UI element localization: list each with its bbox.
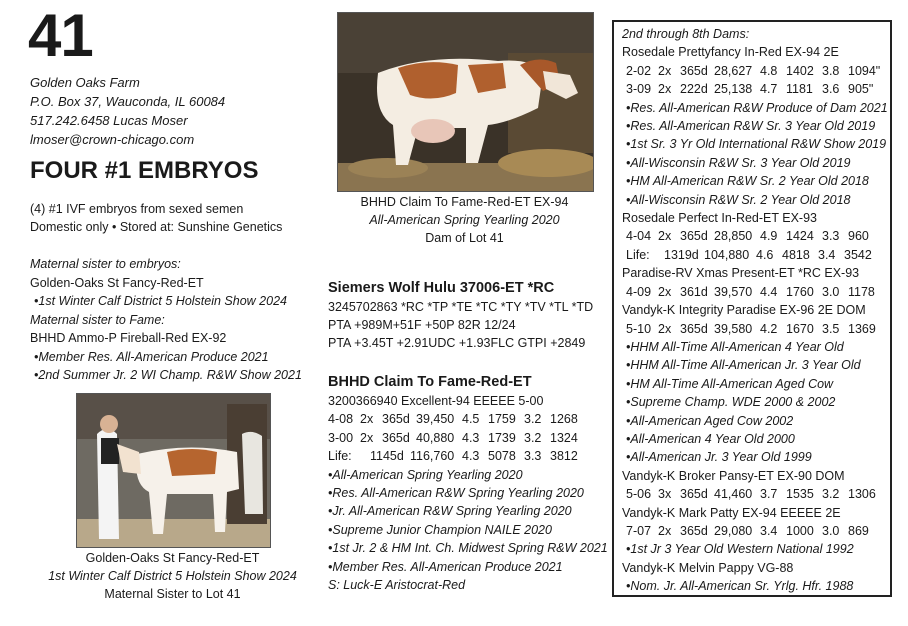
pedigree-record [622,320,890,338]
pedigree-dam-name: Rosedale Prettyfancy In-Red EX-94 2E [622,45,839,60]
rec-days: 365d [382,412,410,427]
rec-days: 365d [680,63,708,78]
rec-milkings: 2x [658,321,672,336]
sister-notes [30,255,302,385]
life-label: Life: [328,449,352,464]
maternal-sister-label: Maternal sister to embryos: [30,257,181,271]
rec-protein-pct: 3.2 [524,430,542,445]
lot-headline: FOUR #1 EMBRYOS [30,157,259,184]
rec-protein: 1324 [550,430,578,445]
rec-days: 365d [680,229,708,244]
rec-days: 361d [680,284,708,299]
rec-fat: 1760 [786,284,814,299]
rec-age: 4-08 [328,412,354,427]
rec-milkings: 2x [360,430,374,445]
life-milk: 104,880 [704,247,750,262]
rec-milkings: 2x [658,523,672,538]
rec-protein-pct: 3.3 [822,229,840,244]
pedigree-award: •All-American Jr. 3 Year Old 1999 [626,450,812,465]
pedigree-dam-name: Vandyk-K Mark Patty EX-94 EEEEE 2E [622,505,841,520]
dam-sire-line: S: Luck-E Aristocrat-Red [328,578,466,593]
rec-protein: 1369 [848,321,876,336]
fame-sister-label: Maternal sister to Fame: [30,312,165,327]
pedigree-award: •Supreme Champ. WDE 2000 & 2002 [626,395,836,410]
rec-protein-pct: 3.0 [822,523,840,538]
rec-protein-pct: 3.5 [822,321,840,336]
pedigree-dam-name: Vandyk-K Integrity Paradise EX-96 2E DOM [622,303,866,318]
rec-protein: 1178 [848,284,875,299]
consignor-address: P.O. Box 37, Wauconda, IL 60084 [30,94,226,109]
life-fat-pct: 4.6 [756,247,774,262]
rec-days: 365d [680,487,708,502]
pedigree-award: •1st Jr 3 Year Old Western National 1992 [626,542,854,557]
offer-details [30,200,282,236]
sister-photo-note: Maternal Sister to Lot 41 [104,587,241,601]
dam-photo-note: Dam of Lot 41 [425,231,504,245]
rec-age: 4-09 [626,284,652,299]
life-protein-pct: 3.3 [524,449,542,464]
pedigree-record [622,80,890,98]
rec-milk: 28,850 [714,229,753,244]
fame-sister-name: BHHD Ammo-P Fireball-Red EX-92 [30,331,227,345]
pedigree-award: •Res. All-American R&W Sr. 3 Year Old 2019 [626,119,876,134]
maternal-sister-award: •1st Winter Calf District 5 Holstein Show 2024 [34,294,287,308]
sire-block [328,278,610,352]
dam-life-record [328,447,610,465]
pedigree-record [622,522,890,540]
dam-award: •Res. All-American R&W Spring Yearling 2020 [328,486,584,501]
pedigree-award: •1st Sr. 3 Yr Old International R&W Show 2019 [626,137,887,152]
rec-protein: 905" [848,82,874,97]
rec-age: 7-07 [626,523,652,538]
rec-fat: 1759 [488,412,516,427]
rec-protein: 869 [848,523,869,538]
cow-photo-icon [338,13,593,191]
rec-protein: 1094" [848,63,881,78]
rec-age: 3-00 [328,430,354,445]
pedigree-title: 2nd through 8th Dams: [622,27,750,41]
sire-line-3: PTA +3.45T +2.91UDC +1.93FLC GTPI +2849 [328,336,586,350]
dam-award: •Member Res. All-American Produce 2021 [328,559,563,574]
rec-milk: 39,450 [416,412,455,427]
dam-photo-caption [337,193,592,247]
rec-fat-pct: 4.3 [462,430,480,445]
dam-award: •Supreme Junior Champion NAILE 2020 [328,522,552,537]
consignor-phone: 517.242.6458 Lucas Moser [30,113,188,128]
life-fat-pct: 4.3 [462,449,480,464]
rec-protein-pct: 3.2 [822,487,840,502]
rec-fat: 1000 [786,523,814,538]
rec-protein: 960 [848,229,869,244]
life-fat: 5078 [488,449,516,464]
life-label: Life: [626,247,650,262]
rec-days: 365d [680,523,708,538]
rec-milkings: 2x [658,284,672,299]
sister-photo [76,393,271,548]
rec-fat: 1535 [786,487,814,502]
rec-fat: 1424 [786,229,814,244]
dam-award: •1st Jr. 2 & HM Int. Ch. Midwest Spring R&W 2021 [328,541,608,556]
fame-sister-award: •Member Res. All-American Produce 2021 [34,349,269,364]
pedigree-award: •HM All-American R&W Sr. 2 Year Old 2018 [626,174,869,189]
rec-fat: 1670 [786,321,814,336]
sire-line-1: 3245702863 *RC *TP *TE *TC *TY *TV *TL *TD [328,300,594,314]
sire-line-2: PTA +989M+51F +50P 82R 12/24 [328,318,516,332]
dam-photo-award: All-American Spring Yearling 2020 [369,213,560,227]
pedigree-dam-name: Rosedale Perfect In-Red-ET EX-93 [622,211,818,226]
rec-milkings: 3x [658,487,672,502]
lot-number: 41 [28,2,93,69]
rec-protein-pct: 3.6 [822,82,840,97]
dam-award: •All-American Spring Yearling 2020 [328,467,523,482]
dam-name: BHHD Claim To Fame-Red-ET [328,374,532,390]
rec-protein: 1306 [848,487,876,502]
dam-photo [337,12,594,192]
rec-days: 365d [382,430,410,445]
consignor-name: Golden Oaks Farm [30,75,140,90]
rec-milkings: 2x [360,412,374,427]
rec-milkings: 2x [658,63,672,78]
life-protein: 3542 [844,247,872,262]
pedigree-award: •HHM All-Time All-American 4 Year Old [626,339,844,354]
rec-age: 2-02 [626,63,652,78]
rec-fat: 1181 [786,82,813,97]
pedigree-award: •Res. All-American R&W Produce of Dam 2021 [626,100,888,115]
pedigree-box [612,20,892,597]
sister-photo-name: Golden-Oaks St Fancy-Red-ET [85,551,260,565]
sister-photo-award: 1st Winter Calf District 5 Holstein Show 2024 [48,569,297,583]
rec-age: 5-06 [626,487,652,502]
rec-protein-pct: 3.0 [822,284,840,299]
rec-protein-pct: 3.2 [524,412,542,427]
pedigree-record [622,283,890,301]
consignor-email: lmoser@crown-chicago.com [30,132,195,147]
rec-fat-pct: 4.5 [462,412,480,427]
life-protein: 3812 [550,449,578,464]
rec-fat-pct: 3.4 [760,523,778,538]
pedigree-award: •HHM All-Time All-American Jr. 3 Year Old [626,358,861,373]
life-milk: 116,760 [410,449,455,464]
rec-days: 222d [680,82,708,97]
offer-line-1: (4) #1 IVF embryos from sexed semen [30,202,244,216]
rec-age: 4-04 [626,229,652,244]
dam-record [328,429,610,447]
rec-protein-pct: 3.8 [822,63,840,78]
pedigree-award: •Nom. Jr. All-American Sr. Yrlg. Hfr. 1988 [626,579,854,594]
pedigree-dam-name: Vandyk-K Melvin Pappy VG-88 [622,560,794,575]
rec-days: 365d [680,321,708,336]
fame-sister-award: •2nd Summer Jr. 2 WI Champ. R&W Show 2021 [34,368,302,382]
life-protein-pct: 3.4 [818,247,836,262]
dam-record [328,410,610,428]
rec-fat-pct: 4.7 [760,82,778,97]
pedigree-record [622,485,890,503]
pedigree-award: •HM All-Time All-American Aged Cow [626,376,834,391]
rec-fat-pct: 4.8 [760,63,778,78]
rec-milk: 25,138 [714,82,753,97]
rec-age: 3-09 [626,82,652,97]
rec-fat-pct: 4.2 [760,321,778,336]
consignor-block [30,73,225,149]
rec-milk: 28,627 [714,63,753,78]
show-calf-photo-icon [77,394,270,547]
offer-line-2: Domestic only • Stored at: Sunshine Genetics [30,220,283,234]
pedigree-award: •All-American Aged Cow 2002 [626,413,794,428]
pedigree-record [622,62,890,80]
pedigree-award: •All-Wisconsin R&W Sr. 2 Year Old 2018 [626,192,851,207]
sister-photo-caption [40,549,305,603]
rec-fat-pct: 4.4 [760,284,778,299]
dam-photo-name: BHHD Claim To Fame-Red-ET EX-94 [360,195,569,209]
rec-protein: 1268 [550,412,578,427]
dam-block [328,372,610,594]
rec-milk: 39,580 [714,321,753,336]
rec-milk: 29,080 [714,523,753,538]
dam-award: •Jr. All-American R&W Spring Yearling 2020 [328,504,572,519]
pedigree-record [622,227,890,245]
pedigree-award: •All-Wisconsin R&W Sr. 3 Year Old 2019 [626,155,851,170]
rec-milk: 40,880 [416,430,455,445]
sire-name: Siemers Wolf Hulu 37006-ET *RC [328,280,555,296]
rec-age: 5-10 [626,321,652,336]
pedigree-award: •All-American 4 Year Old 2000 [626,431,795,446]
pedigree-life-record [622,246,890,264]
dam-registration: 3200366940 Excellent-94 EEEEE 5-00 [328,394,544,408]
rec-fat-pct: 3.7 [760,487,778,502]
life-days: 1319d [664,247,699,262]
rec-milkings: 2x [658,229,672,244]
pedigree-dam-name: Paradise-RV Xmas Present-ET *RC EX-93 [622,266,860,281]
life-days: 1145d [370,449,404,464]
rec-milk: 39,570 [714,284,753,299]
pedigree-dam-name: Vandyk-K Broker Pansy-ET EX-90 DOM [622,468,845,483]
rec-milkings: 2x [658,82,672,97]
life-fat: 4818 [782,247,810,262]
rec-fat-pct: 4.9 [760,229,778,244]
rec-milk: 41,460 [714,487,753,502]
maternal-sister-name: Golden-Oaks St Fancy-Red-ET [30,275,204,290]
rec-fat: 1402 [786,63,814,78]
rec-fat: 1739 [488,430,516,445]
